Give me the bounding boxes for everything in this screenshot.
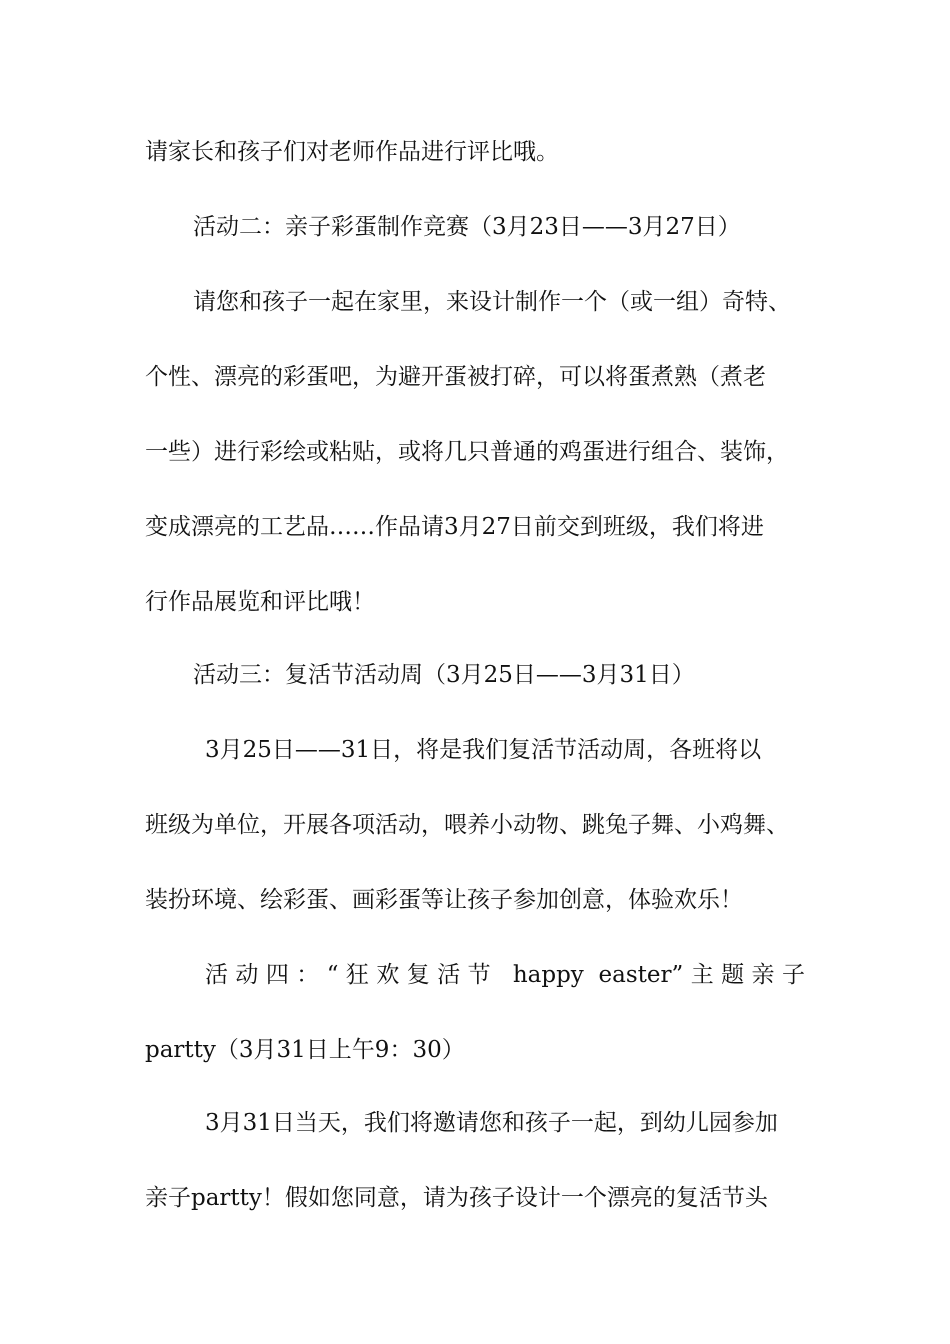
activity-heading: 活动二：亲子彩蛋制作竞赛（3月23日——3月27日） [193,214,741,240]
text-line: 亲子partty！假如您同意，请为孩子设计一个漂亮的复活节头 [145,1185,768,1211]
text-line: 个性、漂亮的彩蛋吧，为避开蛋被打碎，可以将蛋煮熟（煮老 [145,364,766,390]
text-line: partty（3月31日上午9：30） [145,1037,465,1063]
text-line: 变成漂亮的工艺品……作品请3月27日前交到班级，我们将进 [145,514,764,540]
text-line: 3月25日——31日，将是我们复活节活动周，各班将以 [205,737,762,763]
text-line: 3月31日当天，我们将邀请您和孩子一起，到幼儿园参加 [205,1110,778,1136]
activity-heading: 活动三：复活节活动周（3月25日——3月31日） [193,662,695,688]
activity-heading: 活动四：“狂欢复活节 happy easter”主题亲子 [205,962,805,988]
text-line: 装扮环境、绘彩蛋、画彩蛋等让孩子参加创意，体验欢乐！ [145,887,743,913]
text-line: 请家长和孩子们对老师作品进行评比哦。 [145,139,559,165]
text-line: 行作品展览和评比哦！ [145,589,375,615]
text-line: 一些）进行彩绘或粘贴，或将几只普通的鸡蛋进行组合、装饰， [145,439,789,465]
text-line: 班级为单位，开展各项活动，喂养小动物、跳兔子舞、小鸡舞、 [145,812,789,838]
text-line: 请您和孩子一起在家里，来设计制作一个（或一组）奇特、 [193,289,791,315]
